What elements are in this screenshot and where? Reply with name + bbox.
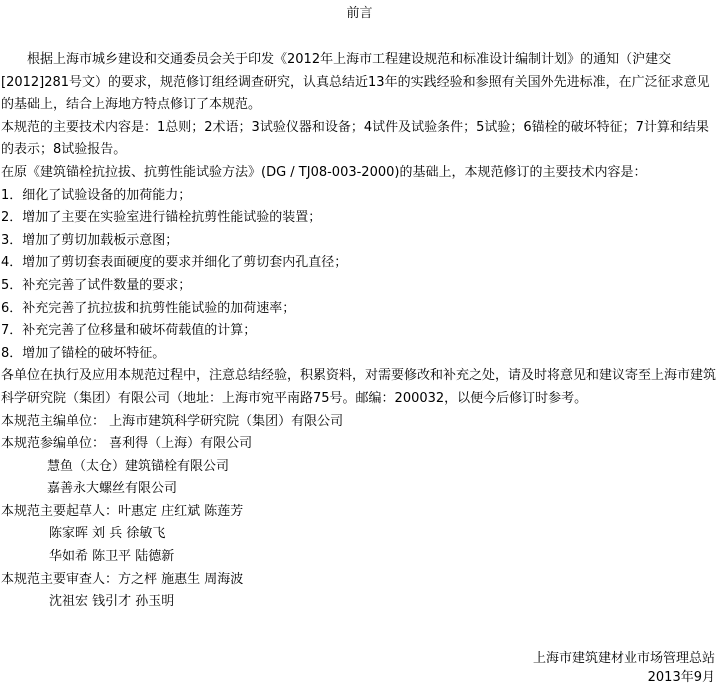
revision-intro-paragraph: 在原《建筑锚栓抗拉拔、抗剪性能试验方法》(DG / TJ08-003-2000)的基础上，本规范修订的主要技术内容是： [1, 164, 647, 180]
revision-item: 5．补充完善了试件数量的要求； [1, 277, 192, 293]
document-body [1, 49, 717, 614]
feedback-paragraph: 各单位在执行及应用本规范过程中，注意总结经验，积累资料，对需要修改和补充之处，请及时将意见和建议寄至上海市建筑科学研究院（集团）有限公司（地址：上海市宛平南路75号。邮编：200032，以便今后修订时参考。 [1, 368, 717, 406]
main-content-paragraph: 本规范的主要技术内容是：1总则；2术语；3试验仪器和设备；4试件及试验条件；5试验；6锚栓的破坏特征；7计算和结果的表示；8试验报告。 [1, 119, 709, 158]
reviewers-line: 沈祖宏 钱引才 孙玉明 [49, 594, 175, 610]
revision-item: 1．细化了试验设备的加荷能力； [1, 187, 192, 203]
drafters-line: 本规范主要起草人：叶惠定 庄红斌 陈莲芳 [1, 503, 244, 519]
intro-paragraph: 根据上海市城乡建设和交通委员会关于印发《2012年上海市工程建设规范和标准设计编制计划》的通知（沪建交[2012]281号文）的要求，规范修订组经调查研究，认真总结近13年的实践经验和参照有关国外先进标准，在广泛征求意见的基础上，结合上海地方特点修订了本规范。 [1, 52, 710, 113]
drafters-line: 华如希 陈卫平 陆德新 [49, 549, 175, 565]
drafters-line: 陈家晖 刘 兵 徐敏飞 [49, 526, 166, 542]
chief-editor-line: 本规范主编单位： 上海市建筑科学研究院（集团）有限公司 [1, 413, 344, 429]
co-editor-line: 本规范参编单位： 喜利得（上海）有限公司 [1, 436, 253, 452]
revision-item: 8．增加了锚栓的破坏特征。 [1, 345, 166, 361]
revision-item: 7．补充完善了位移量和破坏荷载值的计算； [1, 323, 257, 339]
revision-item: 3．增加了剪切加载板示意图； [1, 232, 179, 248]
co-editor-line: 嘉善永大螺丝有限公司 [47, 481, 178, 497]
revision-item: 2．增加了主要在实验室进行锚栓抗剪性能试验的装置； [1, 210, 322, 226]
revision-list [1, 185, 717, 366]
co-editor-line: 慧鱼（太仓）建筑锚栓有限公司 [47, 458, 230, 474]
revision-item: 4．增加了剪切套表面硬度的要求并细化了剪切套内孔直径； [1, 255, 348, 271]
page-title: 前言 [346, 6, 373, 21]
signature-date: 2013年9月 [647, 670, 715, 685]
signature-organization: 上海市建筑建材业市场管理总站 [532, 651, 715, 666]
revision-item: 6．补充完善了抗拉拔和抗剪性能试验的加荷速率； [1, 300, 296, 316]
reviewers-line: 本规范主要审查人：方之枰 施惠生 周海波 [1, 571, 244, 587]
